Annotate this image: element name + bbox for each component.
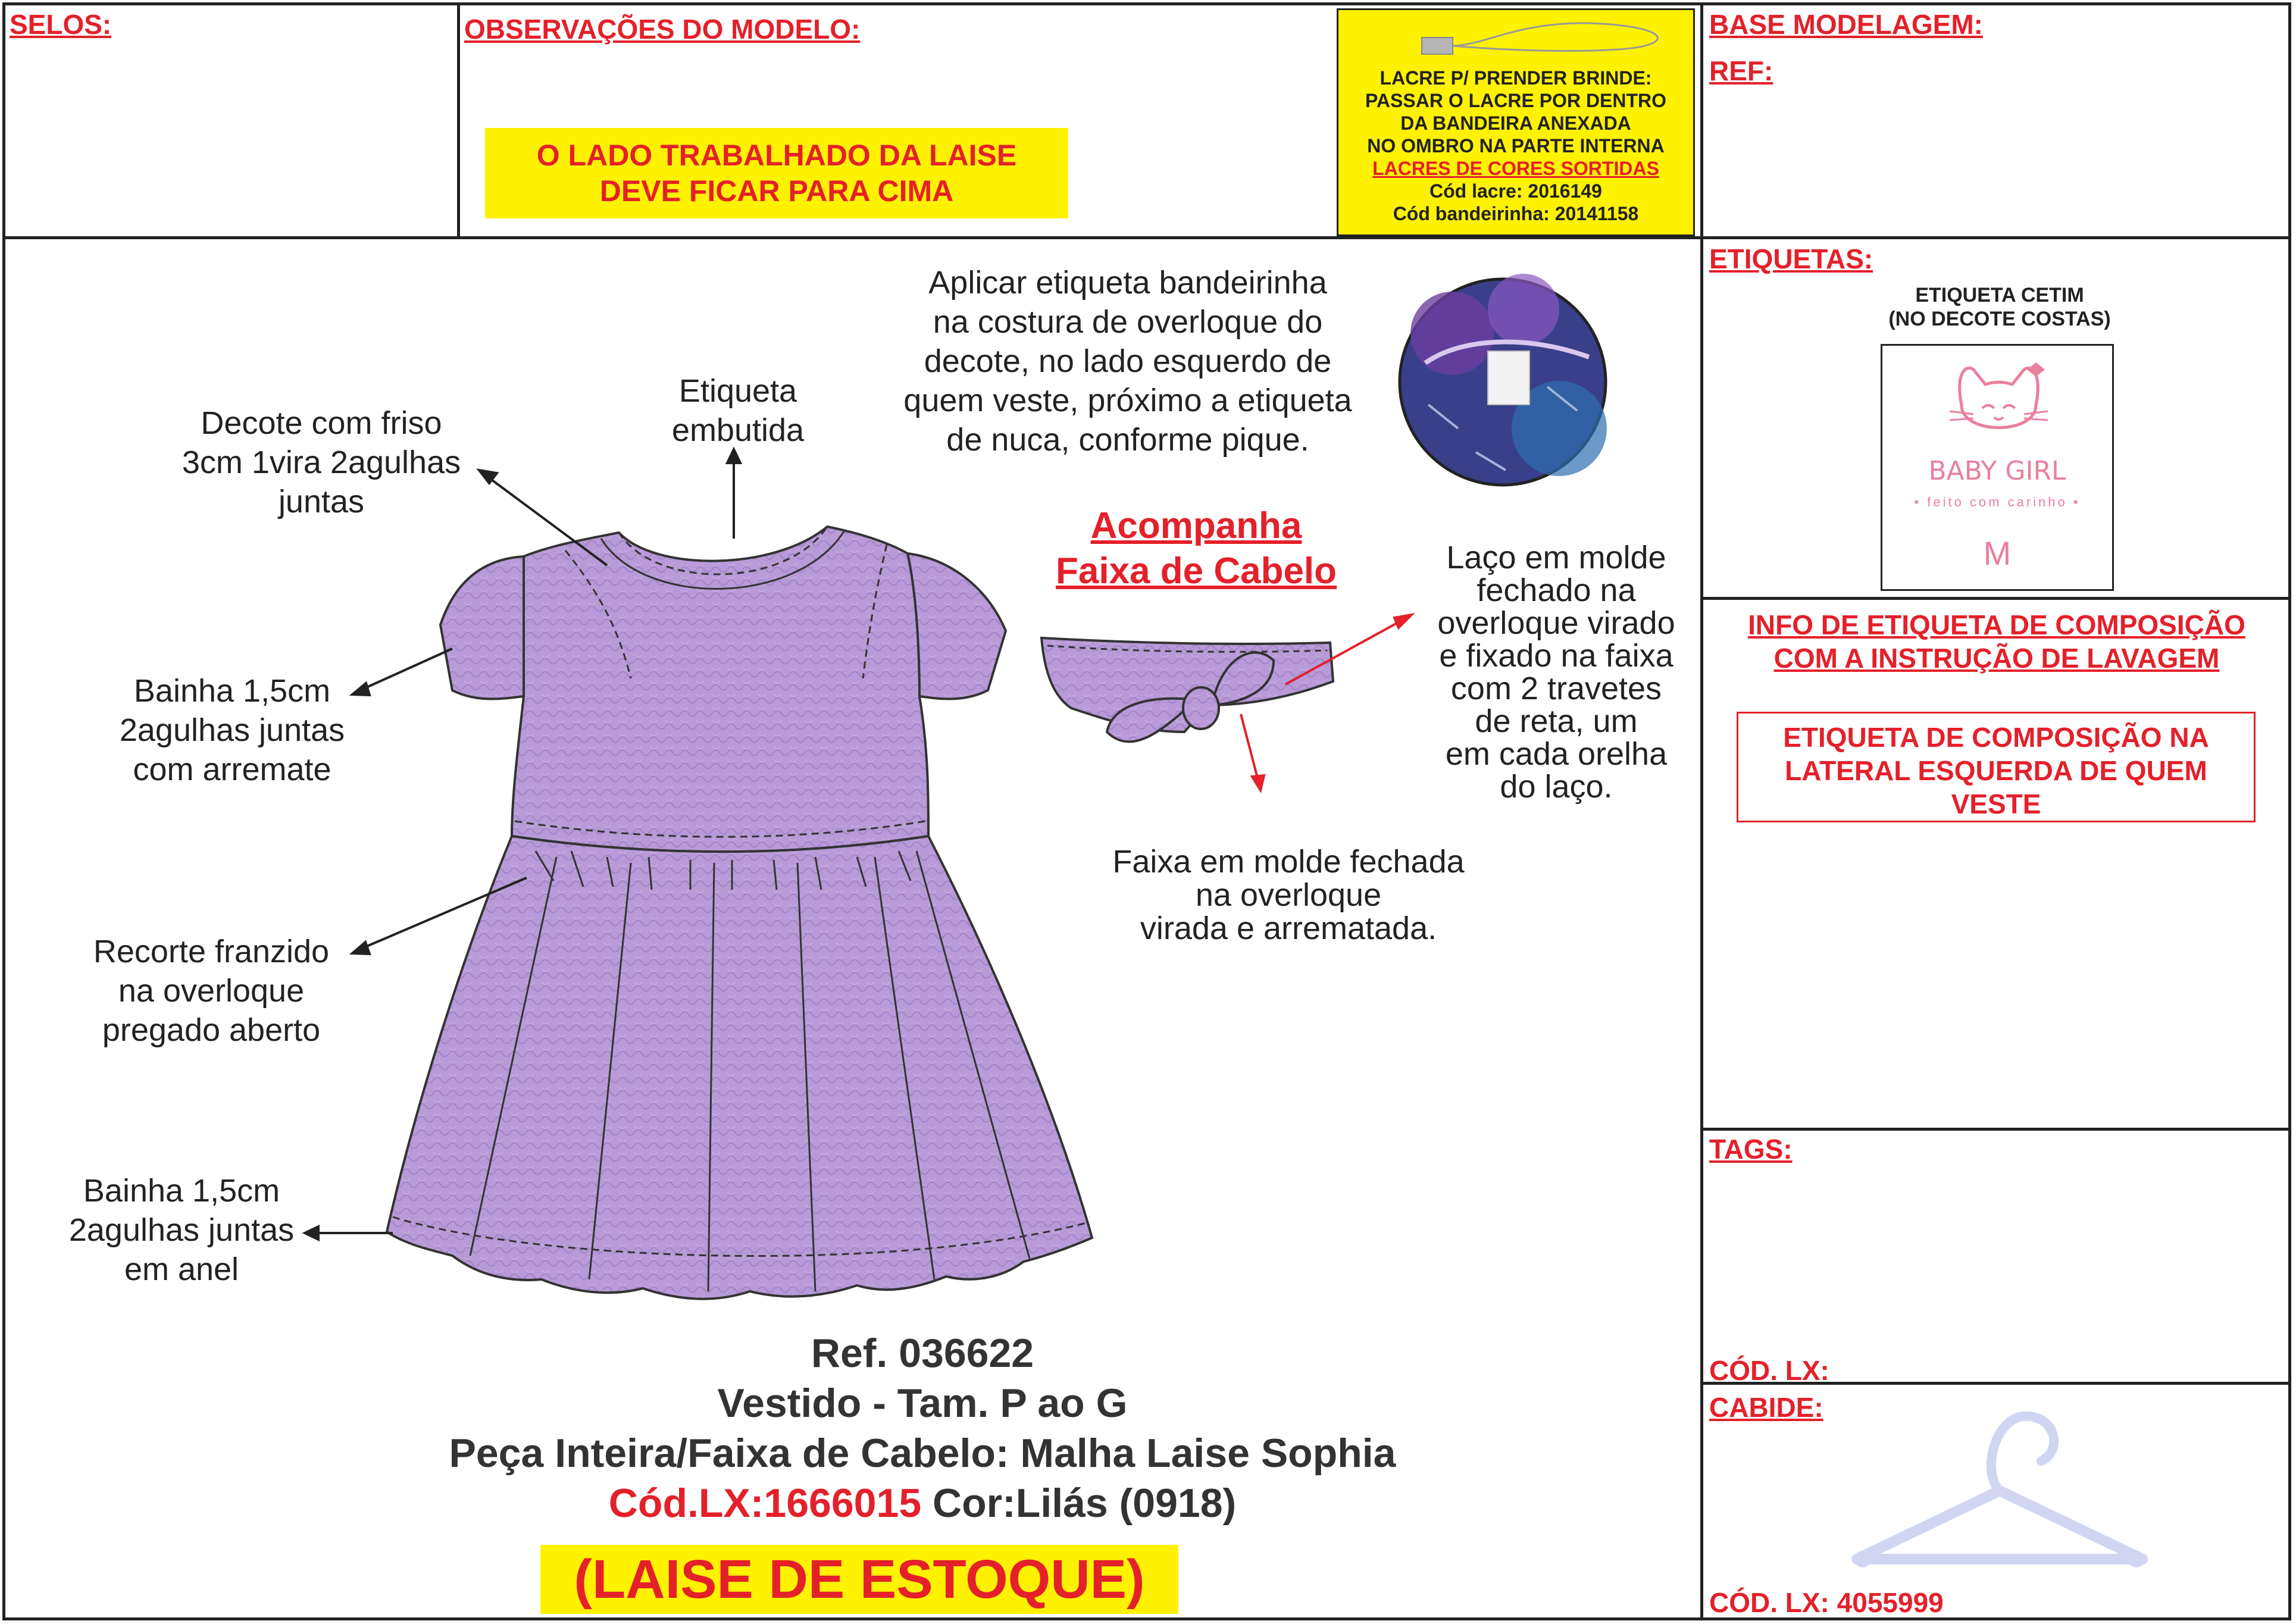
annotation-decote-line-3: juntas — [278, 484, 365, 520]
product-ref: Ref. 036622 — [811, 1331, 1034, 1376]
product-cod-cor — [238, 1478, 1607, 1528]
lacre-line-4: NO OMBRO NA PARTE INTERNA — [1367, 135, 1665, 157]
lacre-box — [1337, 8, 1695, 236]
annotation-laco-line-5: com 2 travetes — [1450, 671, 1662, 706]
etiqueta-cetim-line-1: ETIQUETA CETIM — [1915, 284, 2084, 306]
info-heading-line-1: INFO DE ETIQUETA DE COMPOSIÇÃO — [1748, 609, 2245, 640]
annotation-bainha-manga-line-2: 2agulhas juntas — [119, 712, 345, 748]
annotation-recorte — [54, 932, 369, 1050]
info-heading-line-2: COM A INSTRUÇÃO DE LAVAGEM — [1773, 643, 2220, 674]
base-modelagem-label: BASE MODELAGEM: — [1709, 9, 1983, 40]
info-composicao-heading — [1708, 608, 2285, 675]
annotation-decote — [137, 403, 506, 521]
annotation-bainha-saia-line-1: Bainha 1,5cm — [83, 1173, 280, 1209]
satin-label — [1881, 344, 2114, 591]
acompanha-heading — [1012, 503, 1381, 594]
observacao-line-2: DEVE FICAR PARA CIMA — [599, 174, 954, 208]
etiqueta-cetim-caption — [1857, 283, 2142, 331]
annotation-etiqueta-embutida — [631, 371, 845, 450]
acompanha-line-2: Faixa de Cabelo — [1055, 550, 1337, 592]
tags-cod-lx-label: CÓD. LX: — [1709, 1355, 1829, 1386]
dress-bodice — [512, 527, 928, 852]
lacre-line-1: LACRE P/ PRENDER BRINDE: — [1380, 67, 1652, 89]
dress-drawing — [387, 527, 1092, 1299]
composicao-line-3: VESTE — [1951, 788, 2041, 819]
annotation-bandeirinha-line-2: na costura de overloque do — [933, 304, 1323, 340]
annotation-laco-line-7: em cada orelha — [1445, 736, 1668, 772]
annotation-bandeirinha-line-1: Aplicar etiqueta bandeirinha — [928, 265, 1327, 301]
annotation-embutida-line-1: Etiqueta — [678, 373, 797, 409]
annotation-bandeirinha-line-5: de nuca, conforme pique. — [946, 422, 1309, 458]
annotation-embutida-line-2: embutida — [671, 412, 805, 448]
cod-lacre: Cód lacre: 2016149 — [1429, 180, 1602, 202]
annotation-bainha-manga-line-1: Bainha 1,5cm — [133, 673, 331, 709]
annotation-faixa — [1059, 845, 1518, 945]
headband-arrows — [1241, 615, 1412, 790]
annotation-recorte-line-3: pregado aberto — [102, 1012, 321, 1048]
cabide-cod-lx: CÓD. LX: 4055999 — [1709, 1587, 1944, 1618]
dress-skirt — [387, 836, 1092, 1299]
annotation-bainha-manga — [77, 671, 387, 789]
divider-sidebar — [1700, 2, 1703, 1620]
acompanha-line-1: Acompanha — [1090, 505, 1302, 546]
label-brand: BABY GIRL — [1928, 456, 2066, 486]
annotation-laco-line-2: fechado na — [1477, 572, 1636, 608]
cat-logo-icon — [1938, 352, 2057, 453]
observacao-line-1: O LADO TRABALHADO DA LAISE — [536, 139, 1017, 172]
annotation-decote-line-2: 3cm 1vira 2agulhas — [182, 445, 461, 480]
lacre-line-3: DA BANDEIRA ANEXADA — [1400, 112, 1631, 134]
label-size: M — [1983, 534, 2012, 572]
annotation-faixa-line-2: na overloque — [1195, 877, 1382, 913]
annotation-bainha-saia — [36, 1171, 327, 1289]
annotation-laco-line-8: do laço. — [1500, 769, 1613, 805]
annotation-bandeirinha-line-3: decote, no lado esquerdo de — [924, 343, 1332, 379]
product-cod: Cód.LX:1666015 — [608, 1481, 922, 1526]
composicao-line-1: ETIQUETA DE COMPOSIÇÃO NA — [1783, 722, 2209, 753]
product-info — [238, 1328, 1607, 1528]
observacoes-label: OBSERVAÇÕES DO MODELO: — [464, 14, 861, 45]
lacre-highlight: LACRES DE CORES SORTIDAS — [1372, 158, 1659, 179]
headband-drawing — [1041, 638, 1333, 741]
ref-label: REF: — [1709, 55, 1773, 86]
lacre-tag-icon — [1338, 10, 1697, 67]
annotation-laco-line-1: Laço em molde — [1446, 540, 1666, 575]
annotation-recorte-line-1: Recorte franzido — [93, 934, 330, 969]
annotation-faixa-line-3: virada e arrematada. — [1140, 910, 1437, 946]
etiqueta-cetim-line-2: (NO DECOTE COSTAS) — [1888, 308, 2111, 330]
headband-knot — [1183, 687, 1219, 729]
composicao-box — [1737, 712, 2256, 822]
lacre-line-2: PASSAR O LACRE POR DENTRO — [1365, 90, 1667, 111]
annotation-faixa-line-1: Faixa em molde fechada — [1112, 844, 1465, 880]
product-material: Peça Inteira/Faixa de Cabelo: Malha Laise Sophia — [449, 1431, 1396, 1476]
cabide-label: CABIDE: — [1709, 1392, 1823, 1423]
annotation-recorte-line-2: na overloque — [118, 973, 305, 1009]
product-cor: Cor:Lilás (0918) — [921, 1481, 1237, 1526]
estoque-banner: (LAISE DE ESTOQUE) — [540, 1545, 1178, 1614]
cod-bandeirinha: Cód bandeirinha: 20141158 — [1393, 203, 1639, 224]
divider-selos — [457, 2, 460, 237]
composicao-line-2: LATERAL ESQUERDA DE QUEM — [1785, 755, 2207, 786]
dress-right-sleeve — [908, 553, 1006, 699]
annotation-decote-line-1: Decote com friso — [201, 405, 442, 441]
tags-label: TAGS: — [1709, 1134, 1793, 1165]
annotation-bainha-saia-line-3: em anel — [124, 1251, 239, 1287]
annotation-laco-line-4: e fixado na faixa — [1439, 638, 1673, 674]
etiquetas-label: ETIQUETAS: — [1709, 243, 1873, 274]
hanger-icon — [1845, 1407, 2154, 1580]
label-tagline: • feito com carinho • — [1914, 495, 2081, 509]
annotation-bandeirinha-line-4: quem veste, próximo a etiqueta — [903, 383, 1352, 418]
label-photo — [1400, 274, 1607, 485]
divider-etiquetas-info — [1700, 597, 2291, 600]
annotation-bandeirinha — [857, 263, 1399, 459]
annotation-laco-line-3: overloque virado — [1437, 605, 1675, 641]
dress-left-sleeve — [440, 556, 524, 699]
product-name: Vestido - Tam. P ao G — [717, 1381, 1128, 1426]
observacao-note — [485, 128, 1068, 218]
annotation-bainha-saia-line-2: 2agulhas juntas — [68, 1212, 295, 1248]
selos-label: SELOS: — [10, 9, 112, 40]
annotation-bainha-manga-line-3: com arremate — [133, 752, 331, 787]
divider-info-tags — [1700, 1128, 2291, 1131]
annotation-laco — [1393, 542, 1720, 803]
annotation-laco-line-6: de reta, um — [1475, 703, 1638, 739]
